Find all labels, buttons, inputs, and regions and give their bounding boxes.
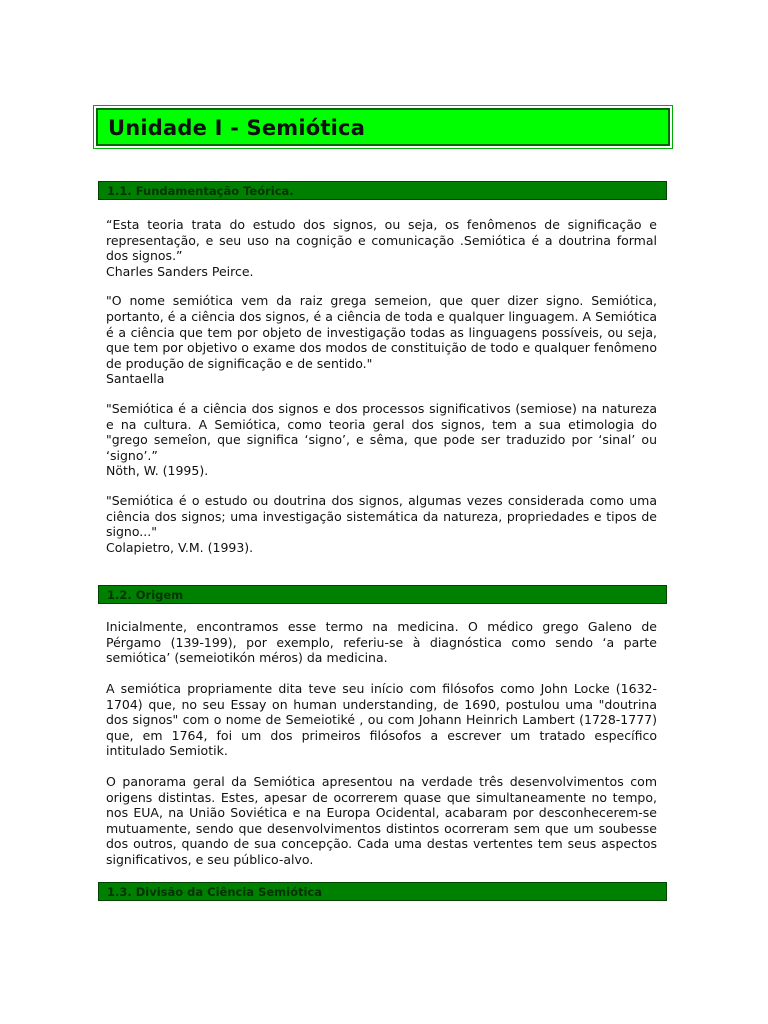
section-origem-content <box>106 604 657 867</box>
quote-peirce-text: “Esta teoria trata do estudo dos signos, ou seja, os fenômenos de significação e representação, e seu uso na cognição e comunicação .Semiótica é a doutrina formal dos signos.” <box>106 217 657 264</box>
section-heading-fundamentacao: 1.1. Fundamentação Teórica. <box>98 181 667 200</box>
section-heading-origem: 1.2. Origem <box>98 585 667 604</box>
quote-noth-text: "Semiótica é a ciência dos signos e dos processos significativos (semiose) na natureza e na cultura. A Semiótica, como teoria geral dos signos, tem a sua etimologia do "grego semeîon, que significa ‘signo’, e sêma, que pode ser traduzido por ‘sinal’ ou ‘signo’.” <box>106 400 657 463</box>
section-fundamentacao-content <box>106 200 657 555</box>
quote-santaella-text: "O nome semiótica vem da raiz grega semeion, que quer dizer signo. Semiótica, portanto, é a ciência dos signos, é a ciência de toda e qualquer linguagem. A Semiótica é a ciência que tem por objeto de investigação todas as linguagens possíveis, ou seja, que tem por objetivo o exame dos modos de constituição de todo e qualquer fenômeno de produção de significação e de sentido." <box>106 293 657 371</box>
origem-paragraph: A semiótica propriamente dita teve seu início com filósofos como John Locke (1632-1704) que, no seu Essay on human understanding, de 1690, postulou uma "doutrina dos signos" com o nome de Semeiotiké , ou com Johann Heinrich Lambert (1728-1777) que, em 1764, foi um dos primeiros filósofos a escrever um tratado específico intitulado Semiotik. <box>106 681 657 759</box>
quote-noth-author: Nöth, W. (1995). <box>106 463 209 479</box>
origem-paragraph: Inicialmente, encontramos esse termo na medicina. O médico grego Galeno de Pérgamo (139-199), por exemplo, referiu-se à diagnóstica como sendo ‘a parte semiótica’ (semeiotikón méros) da medicina. <box>106 619 657 666</box>
origem-paragraph: O panorama geral da Semiótica apresentou na verdade três desenvolvimentos com origens distintas. Estes, apesar de ocorrerem quase que simultaneamente no tempo, nos EUA, na União Soviética e na Europa Ocidental, acabaram por desconhecerem-se mutuamente, sendo que desenvolvimentos distintos ocorreram sem que um soubesse dos outros, quando de sua concepção. Cada uma destas vertentes tem seus aspectos significativos, e seu público-alvo. <box>106 774 657 867</box>
unit-title: Unidade I - Semiótica <box>96 108 670 146</box>
quote-santaella-author: Santaella <box>106 371 165 387</box>
quote-colapietro-author: Colapietro, V.M. (1993). <box>106 539 254 555</box>
quote-peirce-author: Charles Sanders Peirce. <box>106 263 254 279</box>
quote-colapietro-text: "Semiótica é o estudo ou doutrina dos signos, algumas vezes considerada como uma ciência dos signos; uma investigação sistemática da natureza, propriedades e tipos de signo..." <box>106 492 657 540</box>
section-heading-divisao: 1.3. Divisão da Ciência Semiótica <box>98 882 667 901</box>
document-page <box>96 108 670 901</box>
